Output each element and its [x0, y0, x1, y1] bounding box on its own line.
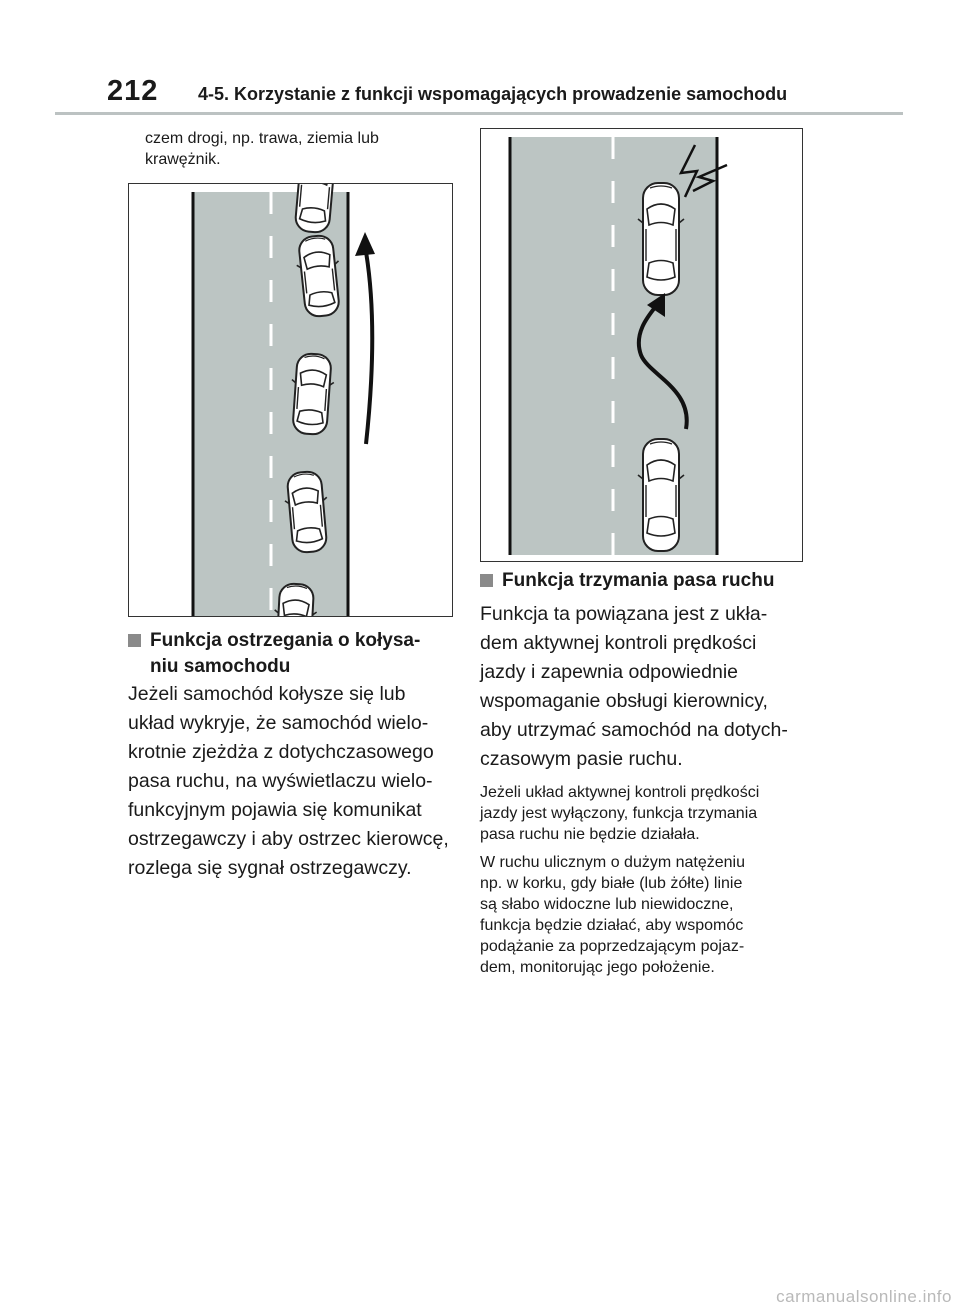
forward-arrow-head	[355, 232, 375, 256]
page-number: 212	[107, 75, 159, 107]
body-line: układ wykryje, że samochód wielo-	[128, 712, 429, 734]
forward-arrow-line	[365, 246, 372, 444]
sway-warning-heading	[128, 628, 453, 680]
body-line: funkcyjnym pojawia się komunikat	[128, 799, 422, 821]
bullet-square-icon	[480, 574, 493, 587]
heading-line: Funkcja ostrzegania o kołysa-	[150, 630, 421, 651]
body-line: aby utrzymać samochód na dotych-	[480, 719, 788, 741]
sway-illustration	[128, 183, 453, 617]
body-line: jazdy i zapewnia odpowiednie	[480, 661, 739, 683]
note-line: są słabo widoczne lub niewidoczne,	[480, 896, 734, 913]
intro-text	[145, 128, 455, 170]
body-line: wspomaganie obsługi kierownicy,	[480, 690, 768, 712]
lane-tracing-body	[480, 600, 810, 774]
note-line: dem, monitorując jego położenie.	[480, 959, 715, 976]
section-title: 4-5. Korzystanie z funkcji wspomagających prowadzenie samochodu	[198, 84, 788, 104]
lane-tracing-heading	[480, 568, 810, 594]
heading-line: niu samochodu	[150, 656, 291, 677]
note-heavy-traffic	[480, 852, 810, 978]
lane-tracing-illustration-svg	[481, 129, 802, 561]
note-line: podążanie za poprzedzającym pojaz-	[480, 938, 745, 955]
note-line: Jeżeli układ aktywnej kontroli prędkości	[480, 784, 760, 801]
body-line: dem aktywnej kontroli prędkości	[480, 632, 757, 654]
body-line: czasowym pasie ruchu.	[480, 748, 683, 770]
body-line: rozlega się sygnał ostrzegawczy.	[128, 857, 412, 879]
body-line: pasa ruchu, na wyświetlaczu wielo-	[128, 770, 433, 792]
note-line: np. w korku, gdy białe (lub żółte) linie	[480, 875, 743, 892]
car-icon	[638, 439, 684, 551]
lane-tracing-illustration	[480, 128, 803, 562]
note-line: funkcja będzie działać, aby wspomóc	[480, 917, 744, 934]
sway-illustration-svg	[129, 184, 452, 616]
page-header	[0, 0, 960, 118]
heading-text: Funkcja trzymania pasa ruchu	[502, 570, 775, 591]
body-line: krotnie zjeżdża z dotychczasowego	[128, 741, 434, 763]
note-line: W ruchu ulicznym o dużym natężeniu	[480, 854, 745, 871]
watermark: carmanualsonline.info	[776, 1287, 952, 1306]
intro-line: krawężnik.	[145, 151, 221, 168]
body-line: ostrzegawczy i aby ostrzec kierowcę,	[128, 828, 449, 850]
body-line: Funkcja ta powiązana jest z ukła-	[480, 603, 768, 625]
note-line: jazdy jest wyłączony, funkcja trzymania	[480, 805, 758, 822]
header-divider	[55, 112, 903, 115]
sway-warning-body	[128, 680, 458, 883]
note-cruise-control	[480, 782, 810, 845]
car-icon	[638, 183, 684, 295]
note-line: pasa ruchu nie będzie działała.	[480, 826, 700, 843]
bullet-square-icon	[128, 634, 141, 647]
intro-line: czem drogi, np. trawa, ziemia lub	[145, 130, 379, 147]
body-line: Jeżeli samochód kołysze się lub	[128, 683, 406, 705]
